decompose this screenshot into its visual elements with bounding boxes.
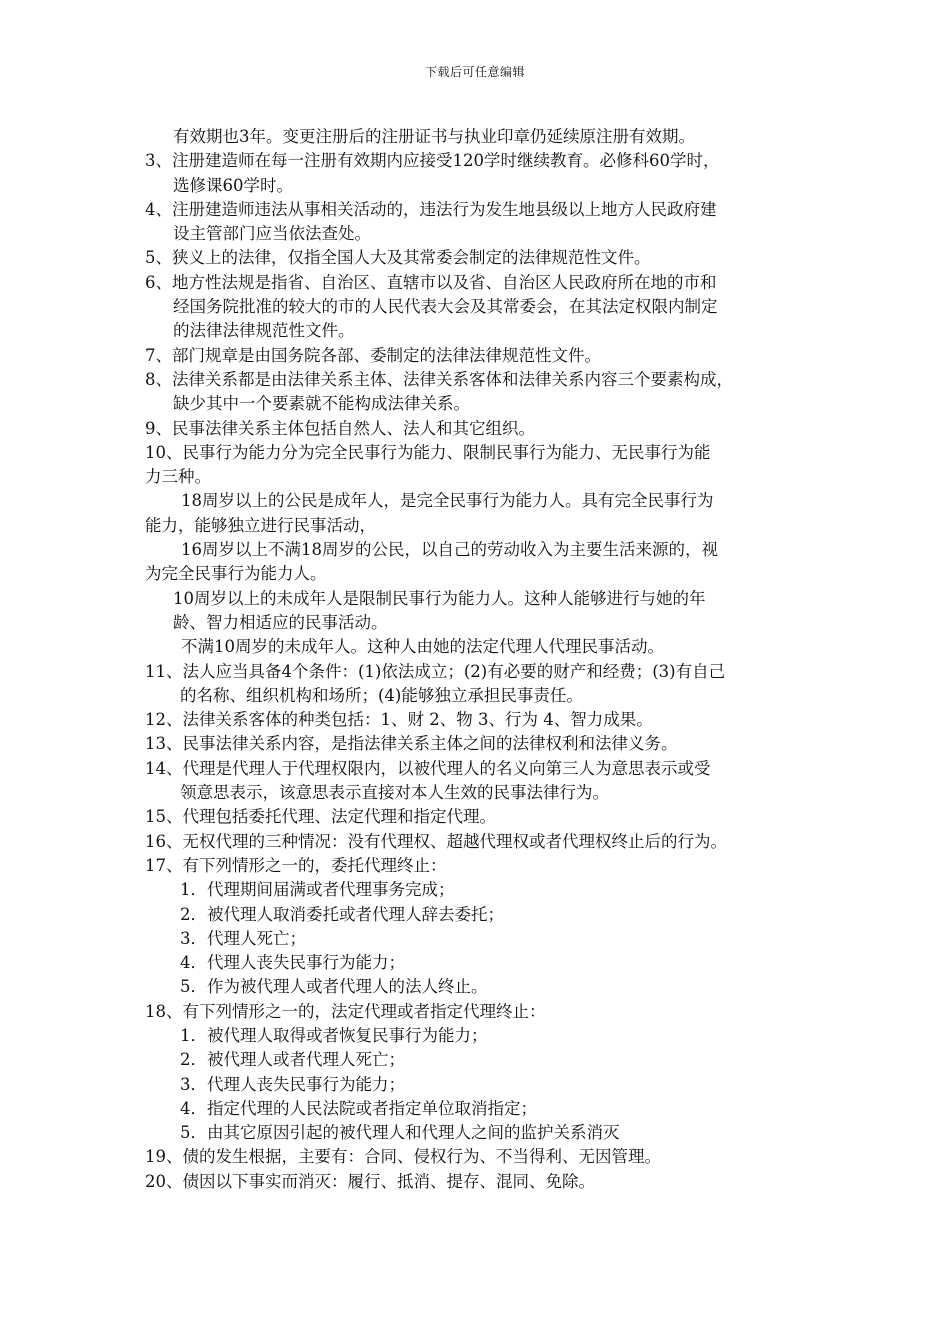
- text-line: 8、法律关系都是由法律关系主体、法律关系客体和法律关系内容三个要素构成，: [145, 369, 733, 389]
- page-header: 下载后可任意编辑: [424, 65, 525, 79]
- text-line: 5．作为被代理人或者代理人的法人终止。: [180, 977, 488, 997]
- text-line: 1．代理期间届满或者代理事务完成；: [180, 880, 455, 900]
- text-line: 1．被代理人取得或者恢复民事行为能力；: [180, 1025, 488, 1045]
- text-line: 17、有下列情形之一的，委托代理终止：: [145, 855, 447, 875]
- text-line: 15、代理包括委托代理、法定代理和指定代理。: [145, 807, 496, 827]
- text-line: 能力，能够独立进行民事活动，: [145, 515, 376, 535]
- text-line: 3、注册建造师在每一注册有效期内应接受120学时继续教育。必修科60学时，: [145, 151, 720, 171]
- text-line: 力三种。: [145, 467, 211, 487]
- text-line: 5．由其它原因引起的被代理人和代理人之间的监护关系消灭: [180, 1123, 620, 1143]
- text-line: 3．代理人丧失民事行为能力；: [180, 1074, 405, 1094]
- text-line: 16周岁以上不满18周岁的公民，以自己的劳动收入为主要生活来源的，视: [181, 540, 718, 560]
- text-line: 10、民事行为能力分为完全民事行为能力、限制民事行为能力、无民事行为能: [145, 442, 711, 462]
- text-line: 18周岁以上的公民是成年人，是完全民事行为能力人。具有完全民事行为: [181, 491, 714, 511]
- text-line: 2．被代理人或者代理人死亡；: [180, 1050, 405, 1070]
- text-line: 20、债因以下事实而消灭：履行、抵消、提存、混同、免除。: [145, 1171, 595, 1191]
- text-line: 12、法律关系客体的种类包括：1、财 2、物 3、行为 4、智力成果。: [145, 710, 653, 730]
- text-line: 龄、智力相适应的民事活动。: [173, 612, 388, 632]
- text-line: 有效期也3年。变更注册后的注册证书与执业印章仍延续原注册有效期。: [173, 127, 695, 146]
- text-line: 9、民事法律关系主体包括自然人、法人和其它组织。: [145, 418, 535, 438]
- text-line: 16、无权代理的三种情况：没有代理权、超越代理权或者代理权终止后的行为。: [145, 831, 727, 851]
- text-line: 6、地方性法规是指省、自治区、直辖市以及省、自治区人民政府所在地的市和: [145, 272, 717, 292]
- text-line: 设主管部门应当依法查处。: [173, 224, 371, 244]
- text-line: 缺少其中一个要素就不能构成法律关系。: [173, 394, 470, 414]
- text-line: 11、法人应当具备4个条件：(1)依法成立；(2)有必要的财产和经费；(3)有自己: [145, 661, 726, 681]
- text-line: 4．代理人丧失民事行为能力；: [180, 953, 405, 973]
- text-line: 7、部门规章是由国务院各部、委制定的法律法律规范性文件。: [145, 345, 601, 365]
- text-line: 领意思表示，该意思表示直接对本人生效的民事法律行为。: [180, 783, 609, 803]
- document-body: [145, 125, 825, 1194]
- text-line: 选修课60学时。: [173, 175, 293, 195]
- text-line: 经国务院批准的较大的市的人民代表大会及其常委会，在其法定权限内制定: [173, 297, 718, 317]
- text-line: 为完全民事行为能力人。: [145, 564, 327, 584]
- text-line: 5、狭义上的法律，仅指全国人大及其常委会制定的法律规范性文件。: [145, 248, 651, 268]
- text-line: 14、代理是代理人于代理权限内，以被代理人的名义向第三人为意思表示或受: [145, 758, 711, 778]
- text-line: 13、民事法律关系内容，是指法律关系主体之间的法律权利和法律义务。: [145, 734, 678, 754]
- text-line: 的名称、组织机构和场所；(4)能够独立承担民事责任。: [180, 685, 583, 705]
- text-line: 4．指定代理的人民法院或者指定单位取消指定；: [180, 1098, 537, 1118]
- text-line: 19、债的发生根据，主要有：合同、侵权行为、不当得利、无因管理。: [145, 1147, 661, 1167]
- text-line: 2．被代理人取消委托或者代理人辞去委托；: [180, 904, 504, 924]
- text-line: 的法律法律规范性文件。: [173, 321, 355, 341]
- text-line: 不满10周岁的未成年人。这种人由她的法定代理人代理民事活动。: [181, 637, 664, 657]
- text-line: 4、注册建造师违法从事相关活动的，违法行为发生地县级以上地方人民政府建: [145, 199, 717, 219]
- text-line: 10周岁以上的未成年人是限制民事行为能力人。这种人能够进行与她的年: [173, 588, 706, 608]
- text-line: 3．代理人死亡；: [180, 928, 306, 948]
- text-line: 18、有下列情形之一的，法定代理或者指定代理终止：: [145, 1001, 546, 1021]
